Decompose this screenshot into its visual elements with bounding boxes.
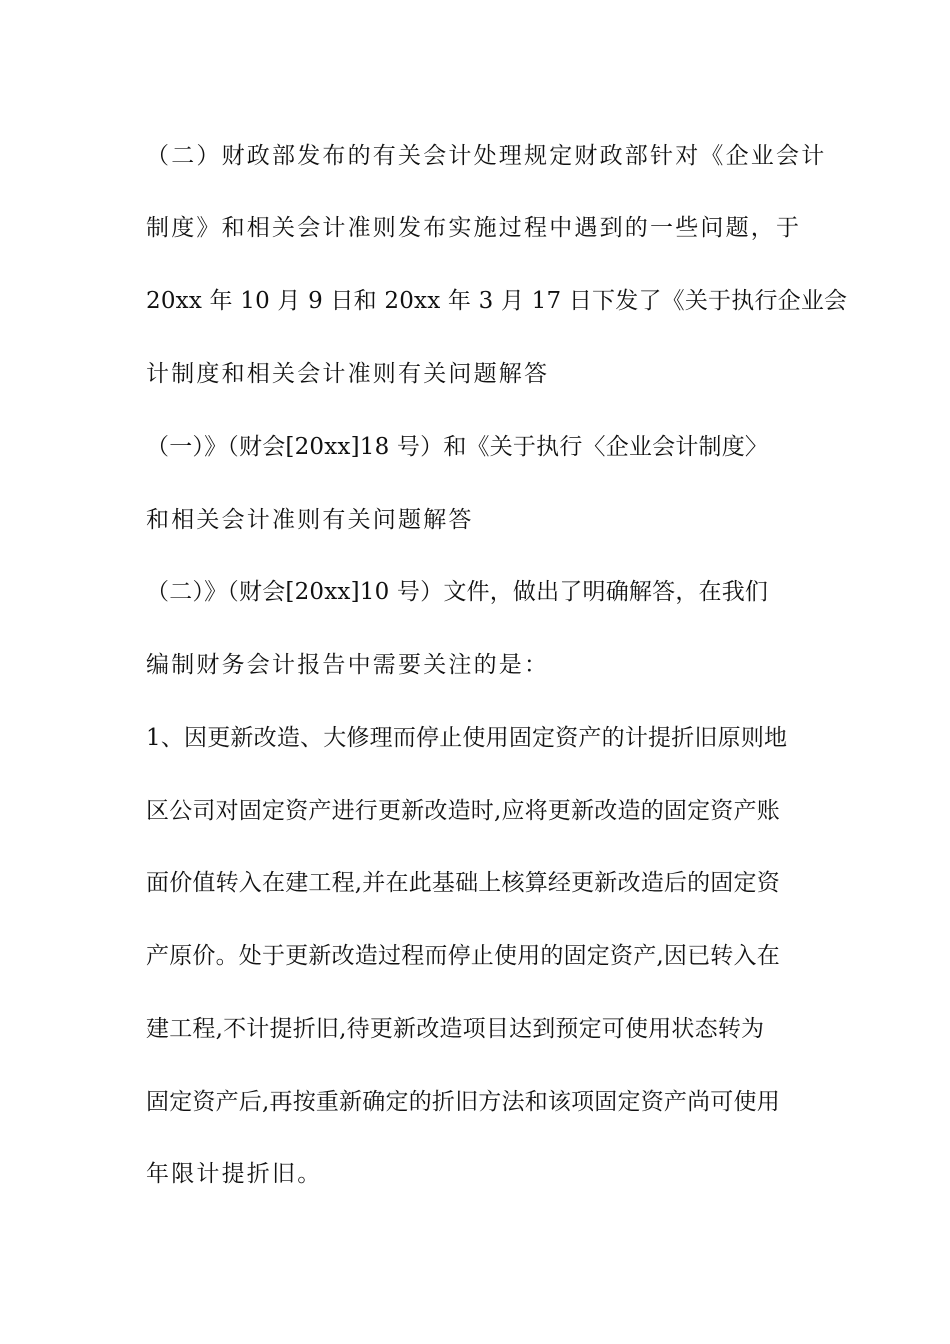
paragraph-line: 计制度和相关会计准则有关问题解答 <box>146 361 550 387</box>
paragraph-line: （二）》（财会[20xx]10 号）文件，做出了明确解答，在我们 <box>146 579 769 605</box>
paragraph-line: 固定资产后,再按重新确定的折旧方法和该项固定资产尚可使用 <box>146 1089 780 1115</box>
paragraph-line: 1、因更新改造、大修理而停止使用固定资产的计提折旧原则地 <box>146 725 788 751</box>
paragraph-line: 和相关会计准则有关问题解答 <box>146 507 474 533</box>
paragraph-line: 年限计提折旧。 <box>146 1161 323 1187</box>
paragraph-line: 建工程,不计提折旧,待更新改造项目达到预定可使用状态转为 <box>146 1016 765 1042</box>
paragraph-line: 20xx 年 10 月 9 日和 20xx 年 3 月 17 日下发了《关于执行企业会 <box>146 288 848 314</box>
paragraph-line: 编制财务会计报告中需要关注的是： <box>146 652 550 678</box>
paragraph-line: 产原价。处于更新改造过程而停止使用的固定资产,因已转入在 <box>146 943 780 969</box>
paragraph-line: （一）》（财会[20xx]18 号）和《关于执行〈企业会计制度〉 <box>146 434 769 460</box>
paragraph-line: 面价值转入在建工程,并在此基础上核算经更新改造后的固定资 <box>146 870 780 896</box>
paragraph-line: 制度》和相关会计准则发布实施过程中遇到的一些问题，于 <box>146 215 802 241</box>
paragraph-line: （二）财政部发布的有关会计处理规定财政部针对《企业会计 <box>146 143 827 169</box>
paragraph-line: 区公司对固定资产进行更新改造时,应将更新改造的固定资产账 <box>146 798 780 824</box>
